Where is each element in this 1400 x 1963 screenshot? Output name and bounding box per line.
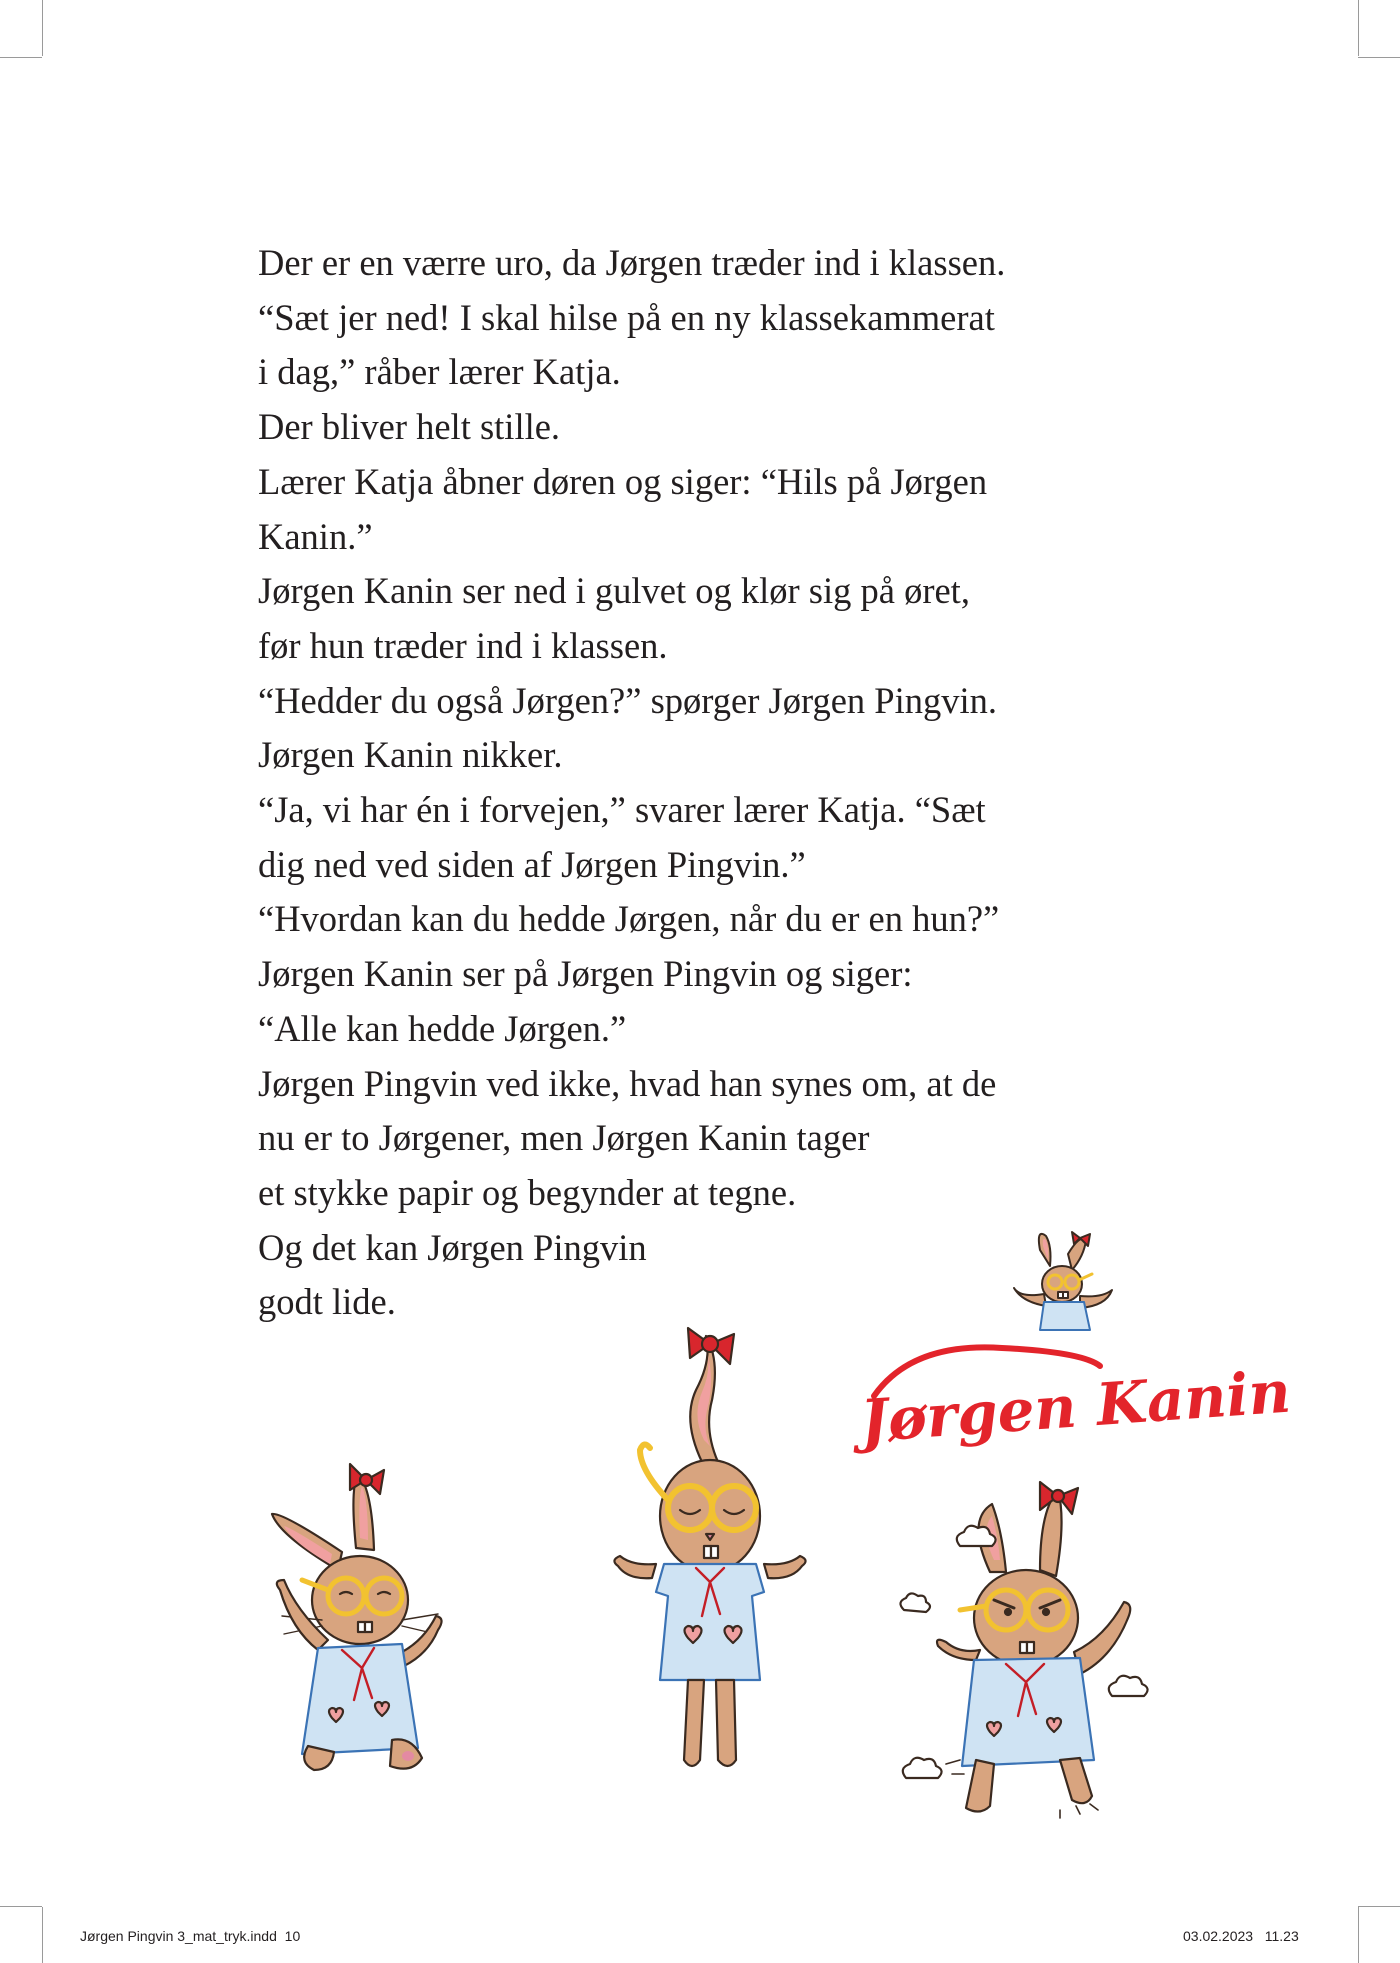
crop-mark-left-top: [0, 57, 42, 58]
story-line: “Sæt jer ned! I skal hilse på en ny klassekammerat: [258, 296, 995, 338]
slug-filename: Jørgen Pingvin 3_mat_tryk.indd: [80, 1928, 277, 1944]
rabbit-calm-illustration: [592, 1320, 822, 1790]
logo-text: Jørgen Kanin: [858, 1357, 1293, 1456]
crop-mark-right-top: [1358, 57, 1400, 58]
story-line: nu er to Jørgener, men Jørgen Kanin tager: [258, 1117, 870, 1159]
story-line: før hun træder ind i klassen.: [258, 624, 668, 666]
jorgen-kanin-logo: [852, 1318, 1293, 1468]
crop-mark-top-left: [42, 0, 43, 56]
story-text: [258, 236, 1158, 1330]
story-line: godt lide.: [258, 1281, 396, 1323]
story-line: et stykke papir og begynder at tegne.: [258, 1171, 797, 1213]
rabbit-grumpy-illustration: [890, 1460, 1160, 1820]
story-line: Og det kan Jørgen Pingvin: [258, 1226, 647, 1268]
story-line: Jørgen Kanin ser på Jørgen Pingvin og siger:: [258, 953, 913, 995]
crop-mark-right-bottom: [1358, 1906, 1400, 1907]
story-line: Lærer Katja åbner døren og siger: “Hils på Jørgen: [258, 460, 988, 502]
story-line: Jørgen Kanin nikker.: [258, 734, 563, 776]
slug-date: 03.02.2023: [1183, 1928, 1254, 1944]
slug-time: 11.23: [1264, 1928, 1299, 1944]
rabbit-jumping-illustration: [262, 1440, 442, 1775]
story-line: “Hvordan kan du hedde Jørgen, når du er en hun?”: [258, 898, 1000, 940]
slug-page-number: 10: [284, 1928, 301, 1944]
story-line: Jørgen Pingvin ved ikke, hvad han synes om, at de: [258, 1062, 997, 1104]
story-line: Jørgen Kanin ser ned i gulvet og klør sig på øret,: [258, 570, 970, 612]
crop-mark-left-bottom: [0, 1906, 42, 1907]
slug-file: [80, 1928, 300, 1944]
story-line: “Hedder du også Jørgen?” spørger Jørgen Pingvin.: [258, 679, 997, 721]
story-line: Der bliver helt stille.: [258, 406, 561, 448]
story-line: Der er en værre uro, da Jørgen træder ind i klassen.: [258, 242, 1006, 283]
crop-mark-bottom-right: [1358, 1907, 1359, 1963]
story-line: i dag,” råber lærer Katja.: [258, 351, 621, 393]
slug-timestamp: [1183, 1928, 1299, 1944]
story-line: “Alle kan hedde Jørgen.”: [258, 1007, 627, 1049]
story-line: dig ned ved siden af Jørgen Pingvin.”: [258, 843, 806, 885]
story-line: Kanin.”: [258, 515, 373, 557]
crop-mark-bottom-left: [42, 1907, 43, 1963]
crop-mark-top-right: [1358, 0, 1359, 56]
story-line: “Ja, vi har én i forvejen,” svarer lærer Katja. “Sæt: [258, 789, 986, 831]
